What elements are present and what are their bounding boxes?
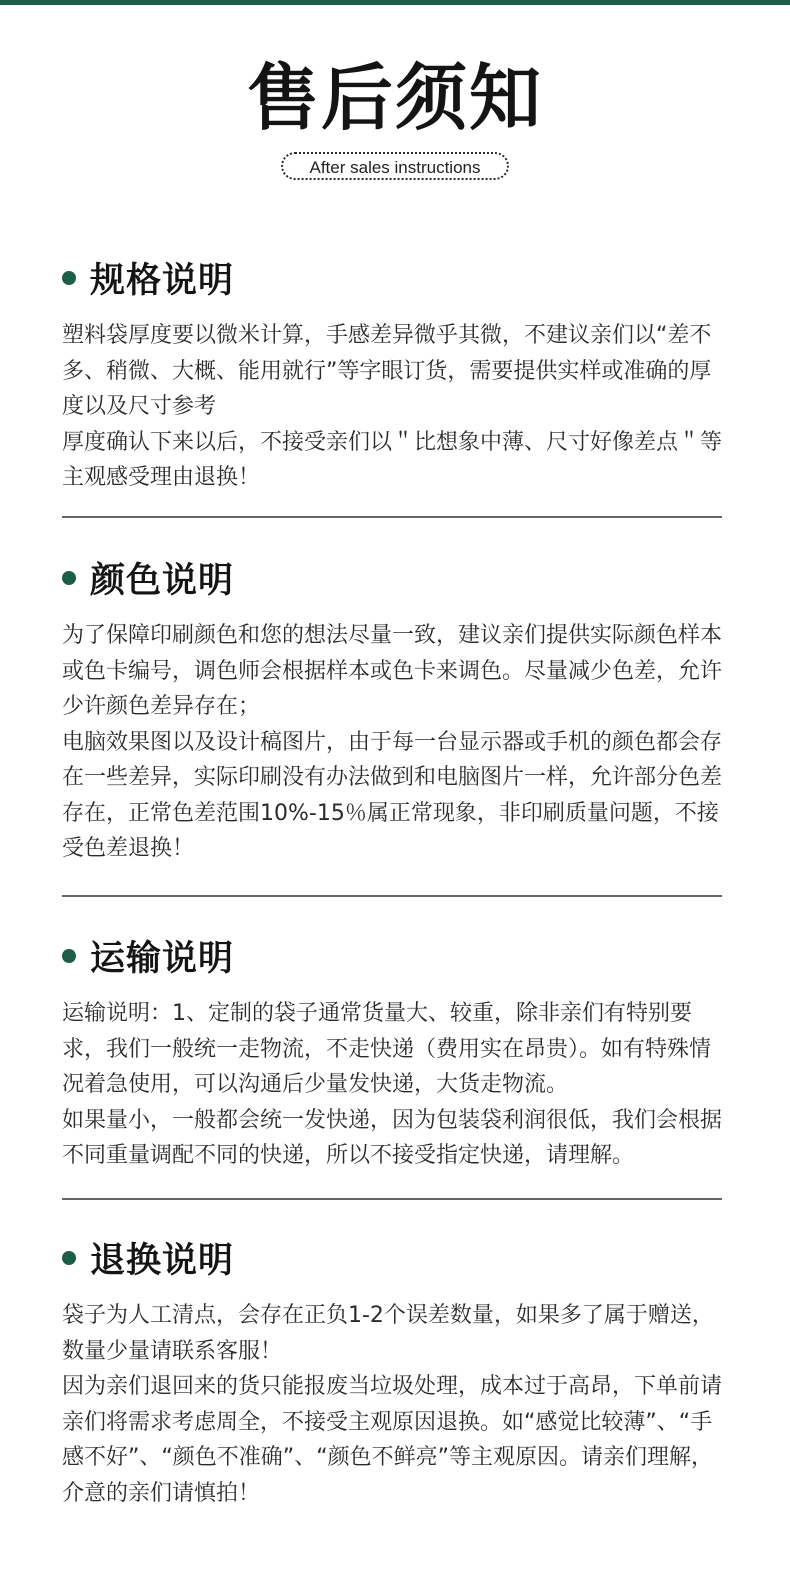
section-return-paragraph-2: 因为亲们退回来的货只能报废当垃圾处理，成本过于高昂，下单前请亲们将需求考虑周全，不接受主观原因退换。如“感觉比较薄”、“手感不好”、“颜色不准确”、“颜色不鲜亮”等主观原因。请亲们理解，介意的亲们请慎拍！ (62, 1374, 723, 1506)
section-return (62, 1232, 724, 1511)
section-spec (62, 252, 724, 496)
section-spec-paragraph-1: 塑料袋厚度要以微米计算，手感差异微乎其微，不建议亲们以“差不多、稍微、大概、能用就行”等字眼订货，需要提供实样或准确的厚度以及尺寸参考 (62, 323, 712, 419)
bullet-dot-icon (62, 949, 76, 963)
section-return-paragraph-1: 袋子为人工清点，会存在正负1-2个误差数量，如果多了属于赠送，数量少量请联系客服！ (62, 1303, 714, 1364)
subtitle-wrap (0, 152, 790, 180)
section-spec-body (62, 318, 724, 496)
top-accent-bar (0, 0, 790, 5)
section-ship-title: 运输说明 (90, 939, 235, 979)
section-return-heading (62, 1232, 724, 1284)
page-header (0, 52, 790, 180)
page-subtitle: After sales instructions (281, 152, 508, 180)
section-divider (62, 516, 722, 518)
section-color (62, 552, 724, 867)
section-ship-body (62, 996, 724, 1174)
section-ship (62, 930, 724, 1174)
bullet-dot-icon (62, 1251, 76, 1265)
section-spec-heading (62, 252, 724, 304)
section-ship-paragraph-1: 运输说明：1、定制的袋子通常货量大、较重，除非亲们有特别要求，我们一般统一走物流，不走快递（费用实在昂贵）。如有特殊情况着急使用，可以沟通后少量发快递，大货走物流。 (62, 1001, 712, 1097)
section-return-title: 退换说明 (90, 1241, 235, 1281)
section-spec-title: 规格说明 (90, 261, 235, 301)
bullet-dot-icon (62, 271, 76, 285)
section-ship-heading (62, 930, 724, 982)
section-color-paragraph-2: 电脑效果图以及设计稿图片，由于每一台显示器或手机的颜色都会存在一些差异，实际印刷没有办法做到和电脑图片一样，允许部分色差存在，正常色差范围10%-15％属正常现象，非印刷质量问题，不接受色差退换！ (62, 729, 723, 861)
section-color-title: 颜色说明 (90, 561, 235, 601)
section-divider (62, 1198, 722, 1200)
section-return-body (62, 1298, 724, 1511)
section-ship-paragraph-2: 如果量小，一般都会统一发快递，因为包装袋利润很低，我们会根据不同重量调配不同的快递，所以不接受指定快递，请理解。 (62, 1107, 723, 1168)
section-spec-paragraph-2: 厚度确认下来以后，不接受亲们以＂比想象中薄、尺寸好像差点＂等主观感受理由退换！ (62, 429, 723, 490)
bullet-dot-icon (62, 571, 76, 585)
page-title: 售后须知 (246, 56, 543, 140)
section-divider (62, 895, 722, 897)
section-color-paragraph-1: 为了保障印刷颜色和您的想法尽量一致，建议亲们提供实际颜色样本或色卡编号，调色师会根据样本或色卡来调色。尽量减少色差，允许少许颜色差异存在； (62, 623, 723, 719)
section-color-body (62, 618, 724, 867)
section-color-heading (62, 552, 724, 604)
